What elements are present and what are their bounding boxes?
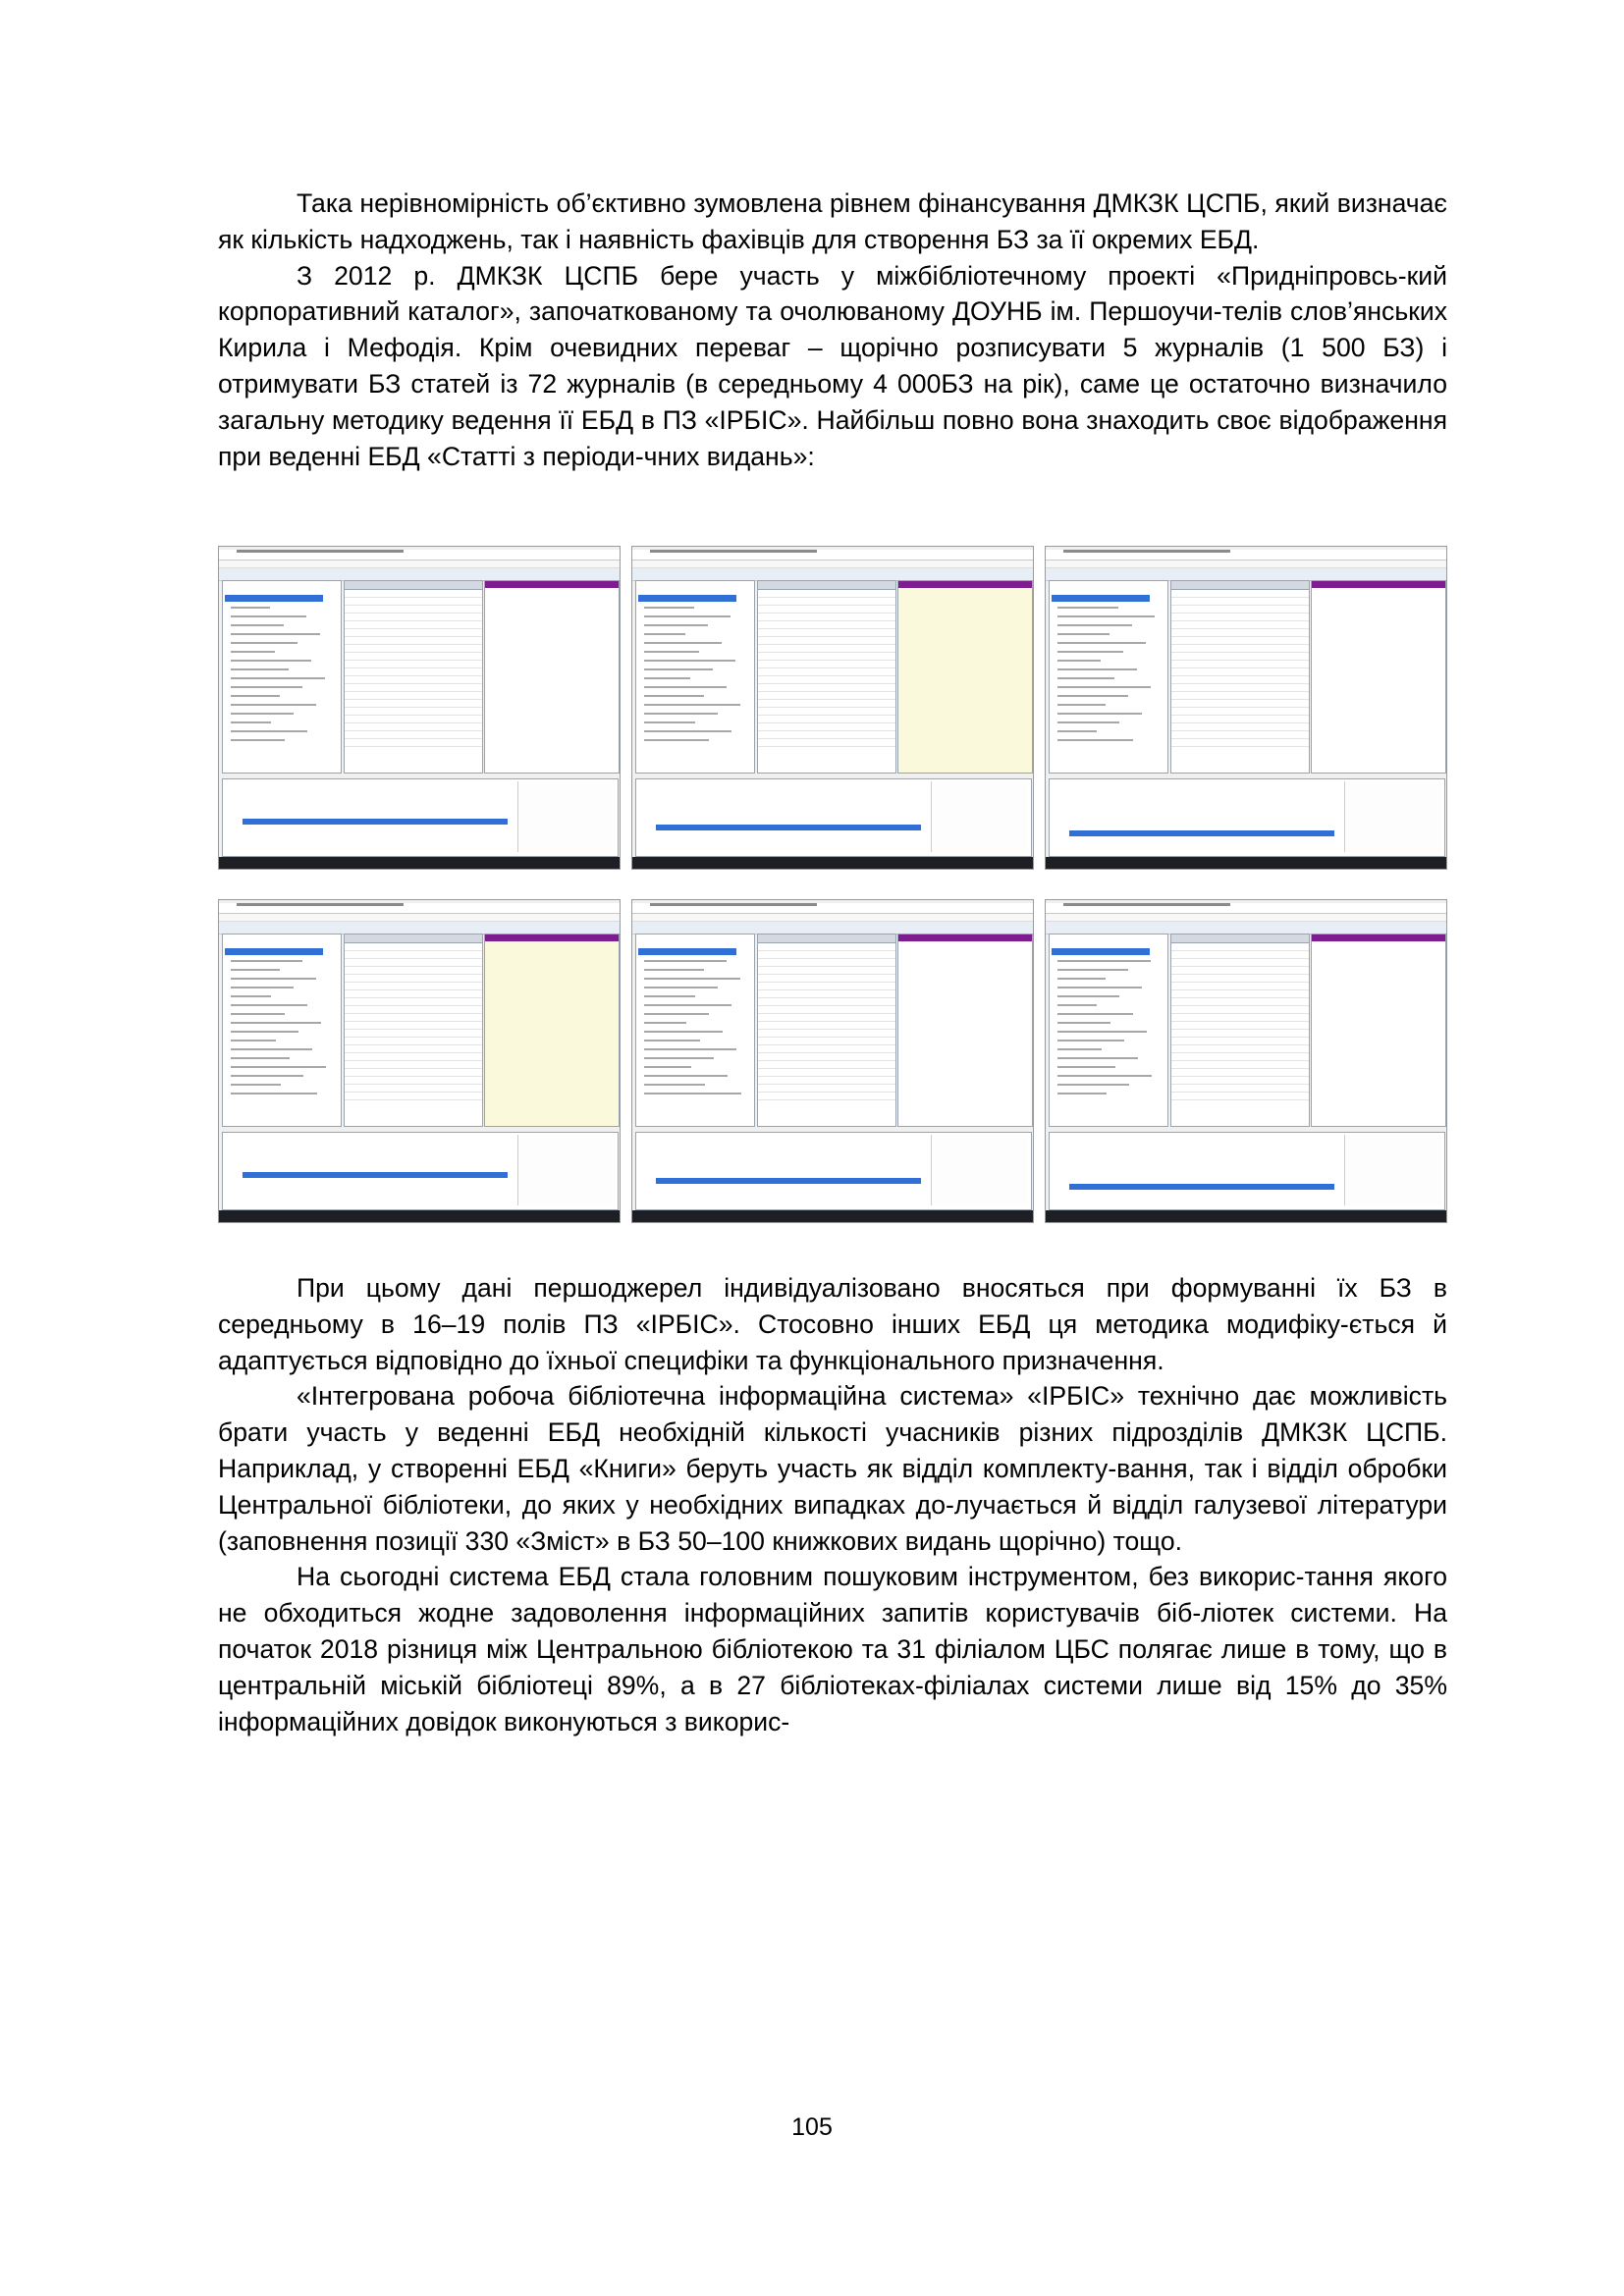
record-pane (484, 934, 620, 1127)
window-menubar (632, 561, 1033, 568)
windows-taskbar (632, 1210, 1033, 1222)
text-block-top (218, 186, 1447, 474)
field-grid (344, 934, 483, 1127)
paragraph: Така нерівномірність об’єктивно зумовлена рівнем фінансування ДМКЗК ЦСПБ, який визначає як кількість надходжень, так і наявність фахівців для створення БЗ за її окремих ЕБД. (218, 188, 1447, 254)
database-tree (1049, 580, 1168, 774)
irbis-screenshot (1045, 899, 1447, 1223)
window-titlebar (632, 550, 1033, 561)
windows-taskbar (1046, 857, 1446, 869)
record-list (1049, 1132, 1445, 1210)
paragraph: «Інтегрована робоча бібліотечна інформаційна система» «ІРБІС» технічно дає можливість брати участь у веденні ЕБД необхідній кількості учасників різних підрозділів ДМКЗК ЦСПБ. Наприклад, у створенні ЕБД «Книги» беруть участь як відділ комплекту-вання, так і відділ обробки Центральної бібліотеки, до яких у необхідних випадках до-лучається й відділ галузевої літератури (заповнення позиції 330 «Зміст» в БЗ 50–100 книжкових видань щорічно) тощо. (218, 1381, 1447, 1556)
windows-taskbar (219, 1210, 620, 1222)
field-grid (344, 580, 483, 774)
irbis-screenshot (218, 546, 621, 870)
database-tree (222, 580, 342, 774)
field-grid (1170, 580, 1310, 774)
paragraph: При цьому дані першоджерел індивідуалізовано вносяться при формуванні їх БЗ в середньому в 16–19 полів ПЗ «ІРБІС». Стосовно інших ЕБД ця методика модифіку-ється й адаптується відповідно до їхньої специфіки та функціонального призначення. (218, 1273, 1447, 1375)
record-list (1049, 778, 1445, 857)
window-titlebar (1046, 550, 1446, 561)
database-tree (635, 580, 755, 774)
window-menubar (219, 914, 620, 922)
paragraph: З 2012 р. ДМКЗК ЦСПБ бере участь у міжбібліотечному проекті «Придніпровсь-кий корпоративний каталог», започаткованому та очолюваному ДОУНБ ім. Першоучи-телів слов’янських Кирила і Мефодія. Крім очевидних переваг – щорічно розписувати 5 журналів (1 500 БЗ) і отримувати БЗ статей із 72 журналів (в середньому 4 000БЗ на рік), саме це остаточно визначило загальну методику ведення її ЕБД в ПЗ «ІРБІС». Найбільш повно вона знаходить своє відображення при веденні ЕБД «Статті з періоди-чних видань»: (218, 260, 1447, 471)
windows-taskbar (632, 857, 1033, 869)
record-pane (897, 934, 1033, 1127)
paragraph: На сьогодні система ЕБД стала головним пошуковим інструментом, без викорис-тання якого не обходиться жодне задоволення інформаційних запитів користувачів біб-ліотек системи. На початок 2018 різниця між Центральною бібліотекою та 31 філіалом ЦБС полягає лише в тому, що в центральній міській бібліотеці 89%, а в 27 бібліотеках-філіалах системи лише від 15% до 35% інформаційних довідок виконуються з викорис- (218, 1562, 1447, 1736)
irbis-screenshot (631, 546, 1034, 870)
record-pane (484, 580, 620, 774)
irbis-screenshot (631, 899, 1034, 1223)
record-pane (897, 580, 1033, 774)
window-titlebar (219, 903, 620, 914)
database-tree (635, 934, 755, 1127)
window-titlebar (1046, 903, 1446, 914)
record-list (222, 1132, 619, 1210)
window-menubar (1046, 914, 1446, 922)
record-list (635, 778, 1032, 857)
database-tree (1049, 934, 1168, 1127)
record-pane (1311, 580, 1446, 774)
windows-taskbar (1046, 1210, 1446, 1222)
record-pane (1311, 934, 1446, 1127)
field-grid (757, 580, 896, 774)
window-menubar (632, 914, 1033, 922)
window-titlebar (632, 903, 1033, 914)
database-tree (222, 934, 342, 1127)
window-menubar (219, 561, 620, 568)
record-list (635, 1132, 1032, 1210)
window-titlebar (219, 550, 620, 561)
field-grid (1170, 934, 1310, 1127)
irbis-screenshot (1045, 546, 1447, 870)
window-menubar (1046, 561, 1446, 568)
field-grid (757, 934, 896, 1127)
windows-taskbar (219, 857, 620, 869)
irbis-screenshot (218, 899, 621, 1223)
screenshot-collage (218, 546, 1447, 1223)
text-block-bottom (218, 1270, 1447, 1739)
page-number: 105 (791, 2113, 833, 2141)
record-list (222, 778, 619, 857)
